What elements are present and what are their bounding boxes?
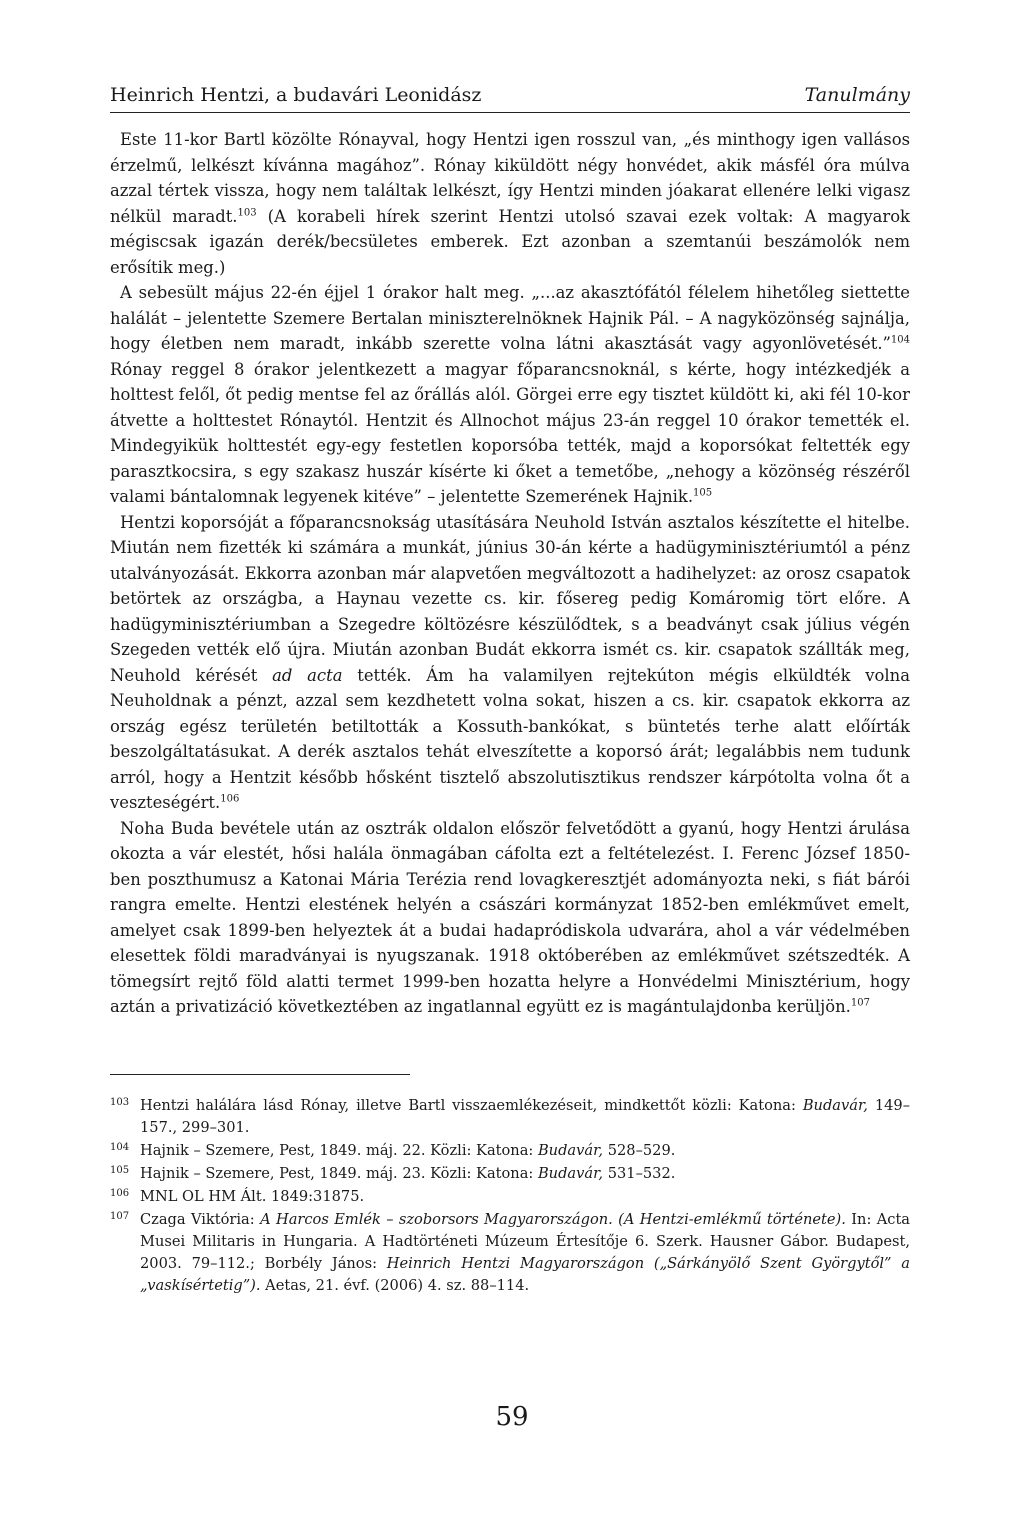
footnote-ref: 104 bbox=[890, 334, 910, 346]
paragraph-text: Este 11-kor Bartl közölte Rónayval, hogy Hentzi igen rosszul van, „és minthogy igen vallásos érzelmű, lelkészt kívánna magához”. Rónay kiküldött négy honvédet, akik másfél óra múlva azzal tértek vissza, hogy nem találtak lelkészt, így Hentzi minden jóakarat ellenére lelki vigasz nélkül maradt. bbox=[110, 130, 910, 226]
paragraph-text: Hentzi koporsóját a főparancsnokság utasítására Neuhold István asztalos készítette el hitelbe. Miután nem fizették ki számára a munkát, június 30-án kérte a hadügyminisztériumtól a pénz utalványozását. Ekkorra azonban már alapvetően megváltozott a hadihelyzet: az orosz csapatok betörtek az országba, a Haynau vezette cs. kir. fősereg pedig Komáromig tört előre. A hadügyminisztériumban a Szegedre költözésre készülődtek, s a beadványt csak július végén Szegeden vették elő újra. Miután azonban Budát ekkorra ismét cs. kir. csapatok szállták meg, Neuhold kérését bbox=[110, 512, 910, 685]
paragraph-4 bbox=[110, 816, 910, 1020]
footnote-ref: 103 bbox=[237, 207, 257, 219]
footnote-part: 528–529. bbox=[603, 1141, 676, 1159]
running-header bbox=[110, 84, 910, 113]
footnotes bbox=[110, 1095, 910, 1297]
paragraph-text: tették. Ám ha valamilyen rejtekúton mégis elküldték volna Neuholdnak a pénzt, azzal sem kezdhetett volna sokat, hiszen a cs. kir. csapatok ekkorra az ország egész területén betiltották a Kossuth-bankókat, s büntetés terhe alatt előírták beszolgáltatásukat. A derék asztalos tehát elveszítette a koporsó árát; legalábbis nem tudunk arról, hogy a Hentzit később hősként tisztelő abszolutisztikus rendszer kárpótolta volna őt a veszteségért. bbox=[110, 665, 910, 812]
paragraph-text: (A korabeli hírek szerint Hentzi utolsó szavai ezek voltak: A magyarok mégiscsak igazán derék/becsületes emberek. Ezt azonban a szemtanúi beszámolók nem erősítik meg.) bbox=[110, 206, 910, 277]
footnote-text bbox=[140, 1140, 910, 1162]
latin-term: ad acta bbox=[272, 665, 343, 685]
footnote-ref: 106 bbox=[220, 793, 240, 805]
footnote-title: Heinrich Hentzi Magyarországon („Sárkányölő Szent Györgytől” a „vaskísértetig”). bbox=[140, 1254, 910, 1294]
footnote bbox=[110, 1095, 910, 1139]
paragraph-text: Rónay reggel 8 órakor jelentkezett a magyar főparancsnoknál, s kérte, hogy intézkedjék a holttest felől, őt pedig mentse fel az őrállás alól. Görgei erre egy tisztet küldött ki, aki fél 10-kor átvette a holttestet Rónaytól. Hentzit és Allnochot május 23-án reggel 10 órakor temették el. Mindegyikük holttestét egy-egy festetlen koporsóba tették, majd a koporsókat feltették egy parasztkocsira, s egy szakasz huszár kísérte ki őket a temetőbe, „nehogy a közönség részéről valami bántalomnak legyenek kitéve” – jelentette Szemerének Hajnik. bbox=[110, 359, 910, 506]
header-title: Heinrich Hentzi, a budavári Leonidász bbox=[110, 84, 482, 106]
page bbox=[110, 84, 910, 1298]
footnote-title: Budavár, bbox=[537, 1164, 604, 1182]
footnote-part: Hajnik – Szemere, Pest, 1849. máj. 23. Közli: Katona: bbox=[140, 1164, 538, 1182]
footnote-number: 105 bbox=[110, 1164, 130, 1176]
footnote-ref: 105 bbox=[693, 487, 713, 499]
paragraph-text: Noha Buda bevétele után az osztrák oldalon először felvetődött a gyanú, hogy Hentzi árulása okozta a vár elestét, hősi halála önmagában cáfolta ezt a feltételezést. I. Ferenc József 1850-ben poszthumusz a Katonai Mária Terézia rend lovagkeresztjét adományozta neki, s fiát bárói rangra emelte. Hentzi elestének helyén a császári kormányzat 1852-ben emlékművet emelt, amelyet csak 1899-ben helyeztek át a budai hadapródiskola udvarára, ahol a vár védelmében elesettek földi maradványai is nyugszanak. 1918 októberében az emlékművet szétszedték. A tömegsírt rejtő föld alatti termet 1999-ben hozatta helyre a Honvédelmi Minisztérium, hogy aztán a privatizáció következtében az ingatlannal együtt ez is magántulajdonba kerüljön. bbox=[110, 818, 910, 1016]
article-body bbox=[110, 127, 910, 1020]
footnote bbox=[110, 1186, 910, 1208]
paragraph-1 bbox=[110, 127, 910, 280]
footnote bbox=[110, 1140, 910, 1162]
footnote bbox=[110, 1209, 910, 1297]
footnote-text bbox=[140, 1163, 910, 1185]
footnote-number: 107 bbox=[110, 1210, 130, 1222]
footnote-title: A Harcos Emlék – szoborsors Magyarországon. (A Hentzi-emlékmű története). bbox=[260, 1210, 846, 1228]
footnote-part: Czaga Viktória: bbox=[140, 1210, 261, 1228]
footnote-text bbox=[140, 1186, 910, 1208]
footnote-title: Budavár, bbox=[537, 1141, 604, 1159]
paragraph-3 bbox=[110, 510, 910, 816]
footnote-text bbox=[140, 1209, 910, 1297]
footnote-ref: 107 bbox=[850, 997, 870, 1009]
paragraph-2 bbox=[110, 280, 910, 510]
footnote-part: Aetas, 21. évf. (2006) 4. sz. 88–114. bbox=[260, 1276, 530, 1294]
footnote bbox=[110, 1163, 910, 1185]
footnote-number: 104 bbox=[110, 1141, 130, 1153]
footnote-divider bbox=[110, 1074, 410, 1075]
page-number: 59 bbox=[495, 1402, 529, 1432]
footnote-part: MNL OL HM Ált. 1849:31875. bbox=[140, 1187, 365, 1205]
footnote-number: 106 bbox=[110, 1187, 130, 1199]
paragraph-text: A sebesült május 22-én éjjel 1 órakor halt meg. „...az akasztófától félelem hihetőleg siettette halálát – jelentette Szemere Bertalan miniszterelnöknek Hajnik Pál. – A nagyközönség sajnálja, hogy életben nem maradt, inkább szerette volna látni akasztását vagy agyonlövetését.” bbox=[110, 283, 910, 353]
footnote-part: 531–532. bbox=[603, 1164, 676, 1182]
footnote-part: 149–157., 299–301. bbox=[140, 1096, 910, 1136]
footnote-part: Hentzi halálára lásd Rónay, illetve Bartl visszaemlékezéseit, mindkettőt közli: Katona: bbox=[140, 1096, 803, 1114]
footnote-text bbox=[140, 1095, 910, 1139]
footnote-part: In: Acta Musei Militaris in Hungaria. A Hadtörténeti Múzeum Értesítője 6. Szerk. Hausner Gábor. Budapest, 2003. 79–112.; Borbély János: bbox=[140, 1210, 911, 1272]
footnote-number: 103 bbox=[110, 1096, 130, 1108]
header-section: Tanulmány bbox=[804, 84, 910, 106]
footnote-part: Hajnik – Szemere, Pest, 1849. máj. 22. Közli: Katona: bbox=[140, 1141, 538, 1159]
footnote-title: Budavár, bbox=[802, 1096, 868, 1114]
